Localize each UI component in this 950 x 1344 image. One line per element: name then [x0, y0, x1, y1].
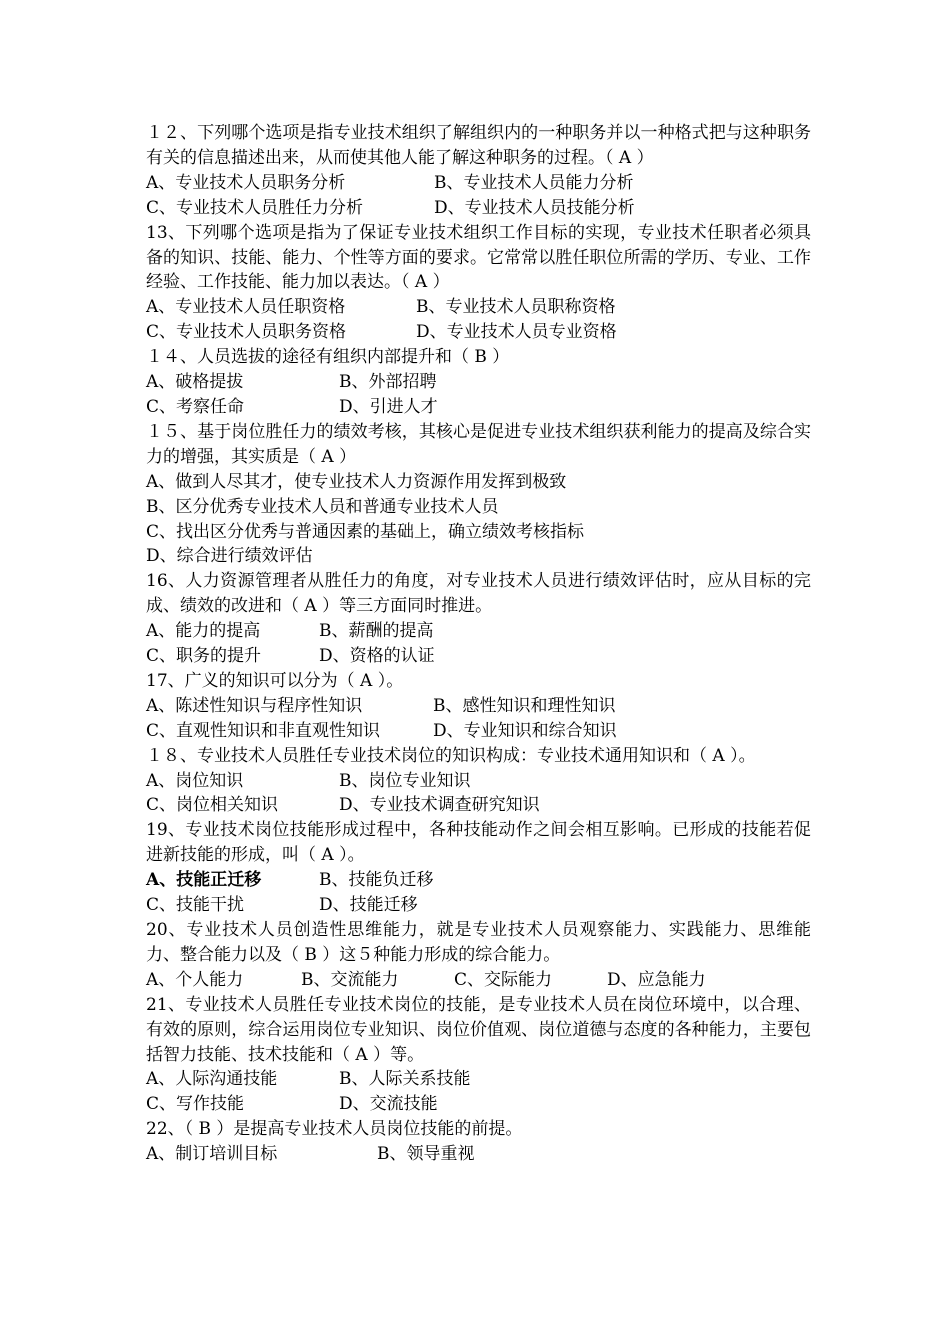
question-stem: 13、下列哪个选项是指为了保证专业技术组织工作目标的实现，专业技术任职者必须具备的知识、技能、能力、个性等方面的要求。它常常以胜任职位所需的学历、专业、工作经验、工作技能、能力加以表达。（ A ） [146, 222, 811, 293]
option-d: D、专业技术人员技能分析 [434, 197, 635, 218]
option-a: A、做到人尽其才，使专业技术人力资源作用发挥到极致 [146, 471, 567, 492]
option-b: B、领导重视 [377, 1144, 475, 1165]
option-a: A、专业技术人员任职资格 [146, 297, 346, 318]
option-b: B、专业技术人员能力分析 [434, 172, 634, 193]
option-b: B、区分优秀专业技术人员和普通专业技术人员 [146, 496, 499, 517]
option-d: D、资格的认证 [319, 646, 435, 667]
option-d: D、专业技术人员专业资格 [416, 322, 617, 343]
option-a: A、岗位知识 [146, 770, 244, 791]
option-row [146, 694, 811, 719]
option-a: A、破格提拔 [146, 372, 244, 393]
option-row [146, 295, 811, 320]
option-row [146, 1142, 811, 1167]
question-stem: 16、人力资源管理者从胜任力的角度，对专业技术人员进行绩效评估时，应从目标的完成、绩效的改进和（ A ）等三方面同时推进。 [146, 571, 811, 617]
option-row [146, 370, 811, 395]
option-b: B、专业技术人员职称资格 [416, 297, 616, 318]
option-b: B、人际关系技能 [339, 1069, 471, 1090]
option-a: A、专业技术人员职务分析 [146, 172, 346, 193]
option-row [146, 171, 811, 196]
question-stem: 19、专业技术岗位技能形成过程中，各种技能动作之间会相互影响。已形成的技能若促进新技能的形成，叫（ A ）。 [146, 820, 811, 866]
option-row [146, 793, 811, 818]
option-row [146, 196, 811, 221]
option-a: A、个人能力 [146, 969, 244, 990]
option-a: A、能力的提高 [146, 621, 261, 642]
question-stem: １８、专业技术人员胜任专业技术岗位的知识构成：专业技术通用知识和（ A ）。 [146, 745, 756, 766]
option-a: A、陈述性知识与程序性知识 [146, 695, 363, 716]
option-a: A、技能正迁移 [146, 870, 262, 891]
option-c: C、写作技能 [146, 1094, 245, 1115]
question-stem: １２、下列哪个选项是指专业技术组织了解组织内的一种职务并以一种格式把与这种职务有关的信息描述出来，从而使其他人能了解这种职务的过程。（ A ） [146, 123, 811, 168]
question-stem: １４、人员选拔的途径有组织内部提升和（ B ） [146, 347, 510, 368]
option-b: B、薪酬的提高 [319, 621, 434, 642]
option-row [146, 1067, 811, 1092]
question-stem: 20、专业技术人员创造性思维能力，就是专业技术人员观察能力、实践能力、思维能力、整合能力以及（ B ）这５种能力形成的综合能力。 [146, 920, 811, 965]
option-d: D、专业技术调查研究知识 [339, 795, 540, 816]
option-d: D、专业知识和综合知识 [433, 720, 617, 741]
question-stem: １５、基于岗位胜任力的绩效考核，其核心是促进专业技术组织获利能力的提高及综合实力的增强，其实质是（ A ） [146, 421, 811, 467]
option-a: A、人际沟通技能 [146, 1069, 278, 1090]
option-c: C、考察任命 [146, 396, 245, 417]
option-row [146, 893, 811, 918]
option-c: C、专业技术人员职务资格 [146, 322, 347, 343]
option-row [146, 719, 811, 744]
option-c: C、交际能力 [454, 969, 553, 990]
option-row [146, 769, 811, 794]
option-row [146, 644, 811, 669]
option-b: B、技能负迁移 [319, 870, 434, 891]
option-b: B、外部招聘 [339, 372, 437, 393]
option-row [146, 395, 811, 420]
option-row [146, 619, 811, 644]
option-c: C、找出区分优秀与普通因素的基础上，确立绩效考核指标 [146, 521, 585, 542]
option-row [146, 320, 811, 345]
option-c: C、技能干扰 [146, 895, 245, 916]
option-d: D、综合进行绩效评估 [146, 546, 313, 567]
option-row [146, 1092, 811, 1117]
option-c: C、岗位相关知识 [146, 795, 279, 816]
question-stem: 22、（ B ）是提高专业技术人员岗位技能的前提。 [146, 1119, 523, 1140]
option-d: D、交流技能 [339, 1094, 438, 1115]
option-c: C、专业技术人员胜任力分析 [146, 197, 364, 218]
option-a: A、制订培训目标 [146, 1144, 278, 1165]
option-b: B、交流能力 [301, 969, 399, 990]
question-stem: 21、专业技术人员胜任专业技术岗位的技能，是专业技术人员在岗位环境中，以合理、有效的原则，综合运用岗位专业知识、岗位价值观、岗位道德与态度的各种能力，主要包括智力技能、技术技能和（ A ）等。 [146, 994, 811, 1065]
option-d: D、引进人才 [339, 396, 438, 417]
question-stem: 17、广义的知识可以分为（ A ）。 [146, 670, 404, 691]
option-c: C、直观性知识和非直观性知识 [146, 720, 381, 741]
option-c: C、职务的提升 [146, 646, 262, 667]
option-row [146, 968, 811, 993]
option-b: B、感性知识和理性知识 [433, 695, 616, 716]
option-row [146, 868, 811, 893]
option-d: D、应急能力 [607, 969, 706, 990]
option-b: B、岗位专业知识 [339, 770, 471, 791]
option-d: D、技能迁移 [319, 895, 418, 916]
question-list [146, 121, 811, 1167]
